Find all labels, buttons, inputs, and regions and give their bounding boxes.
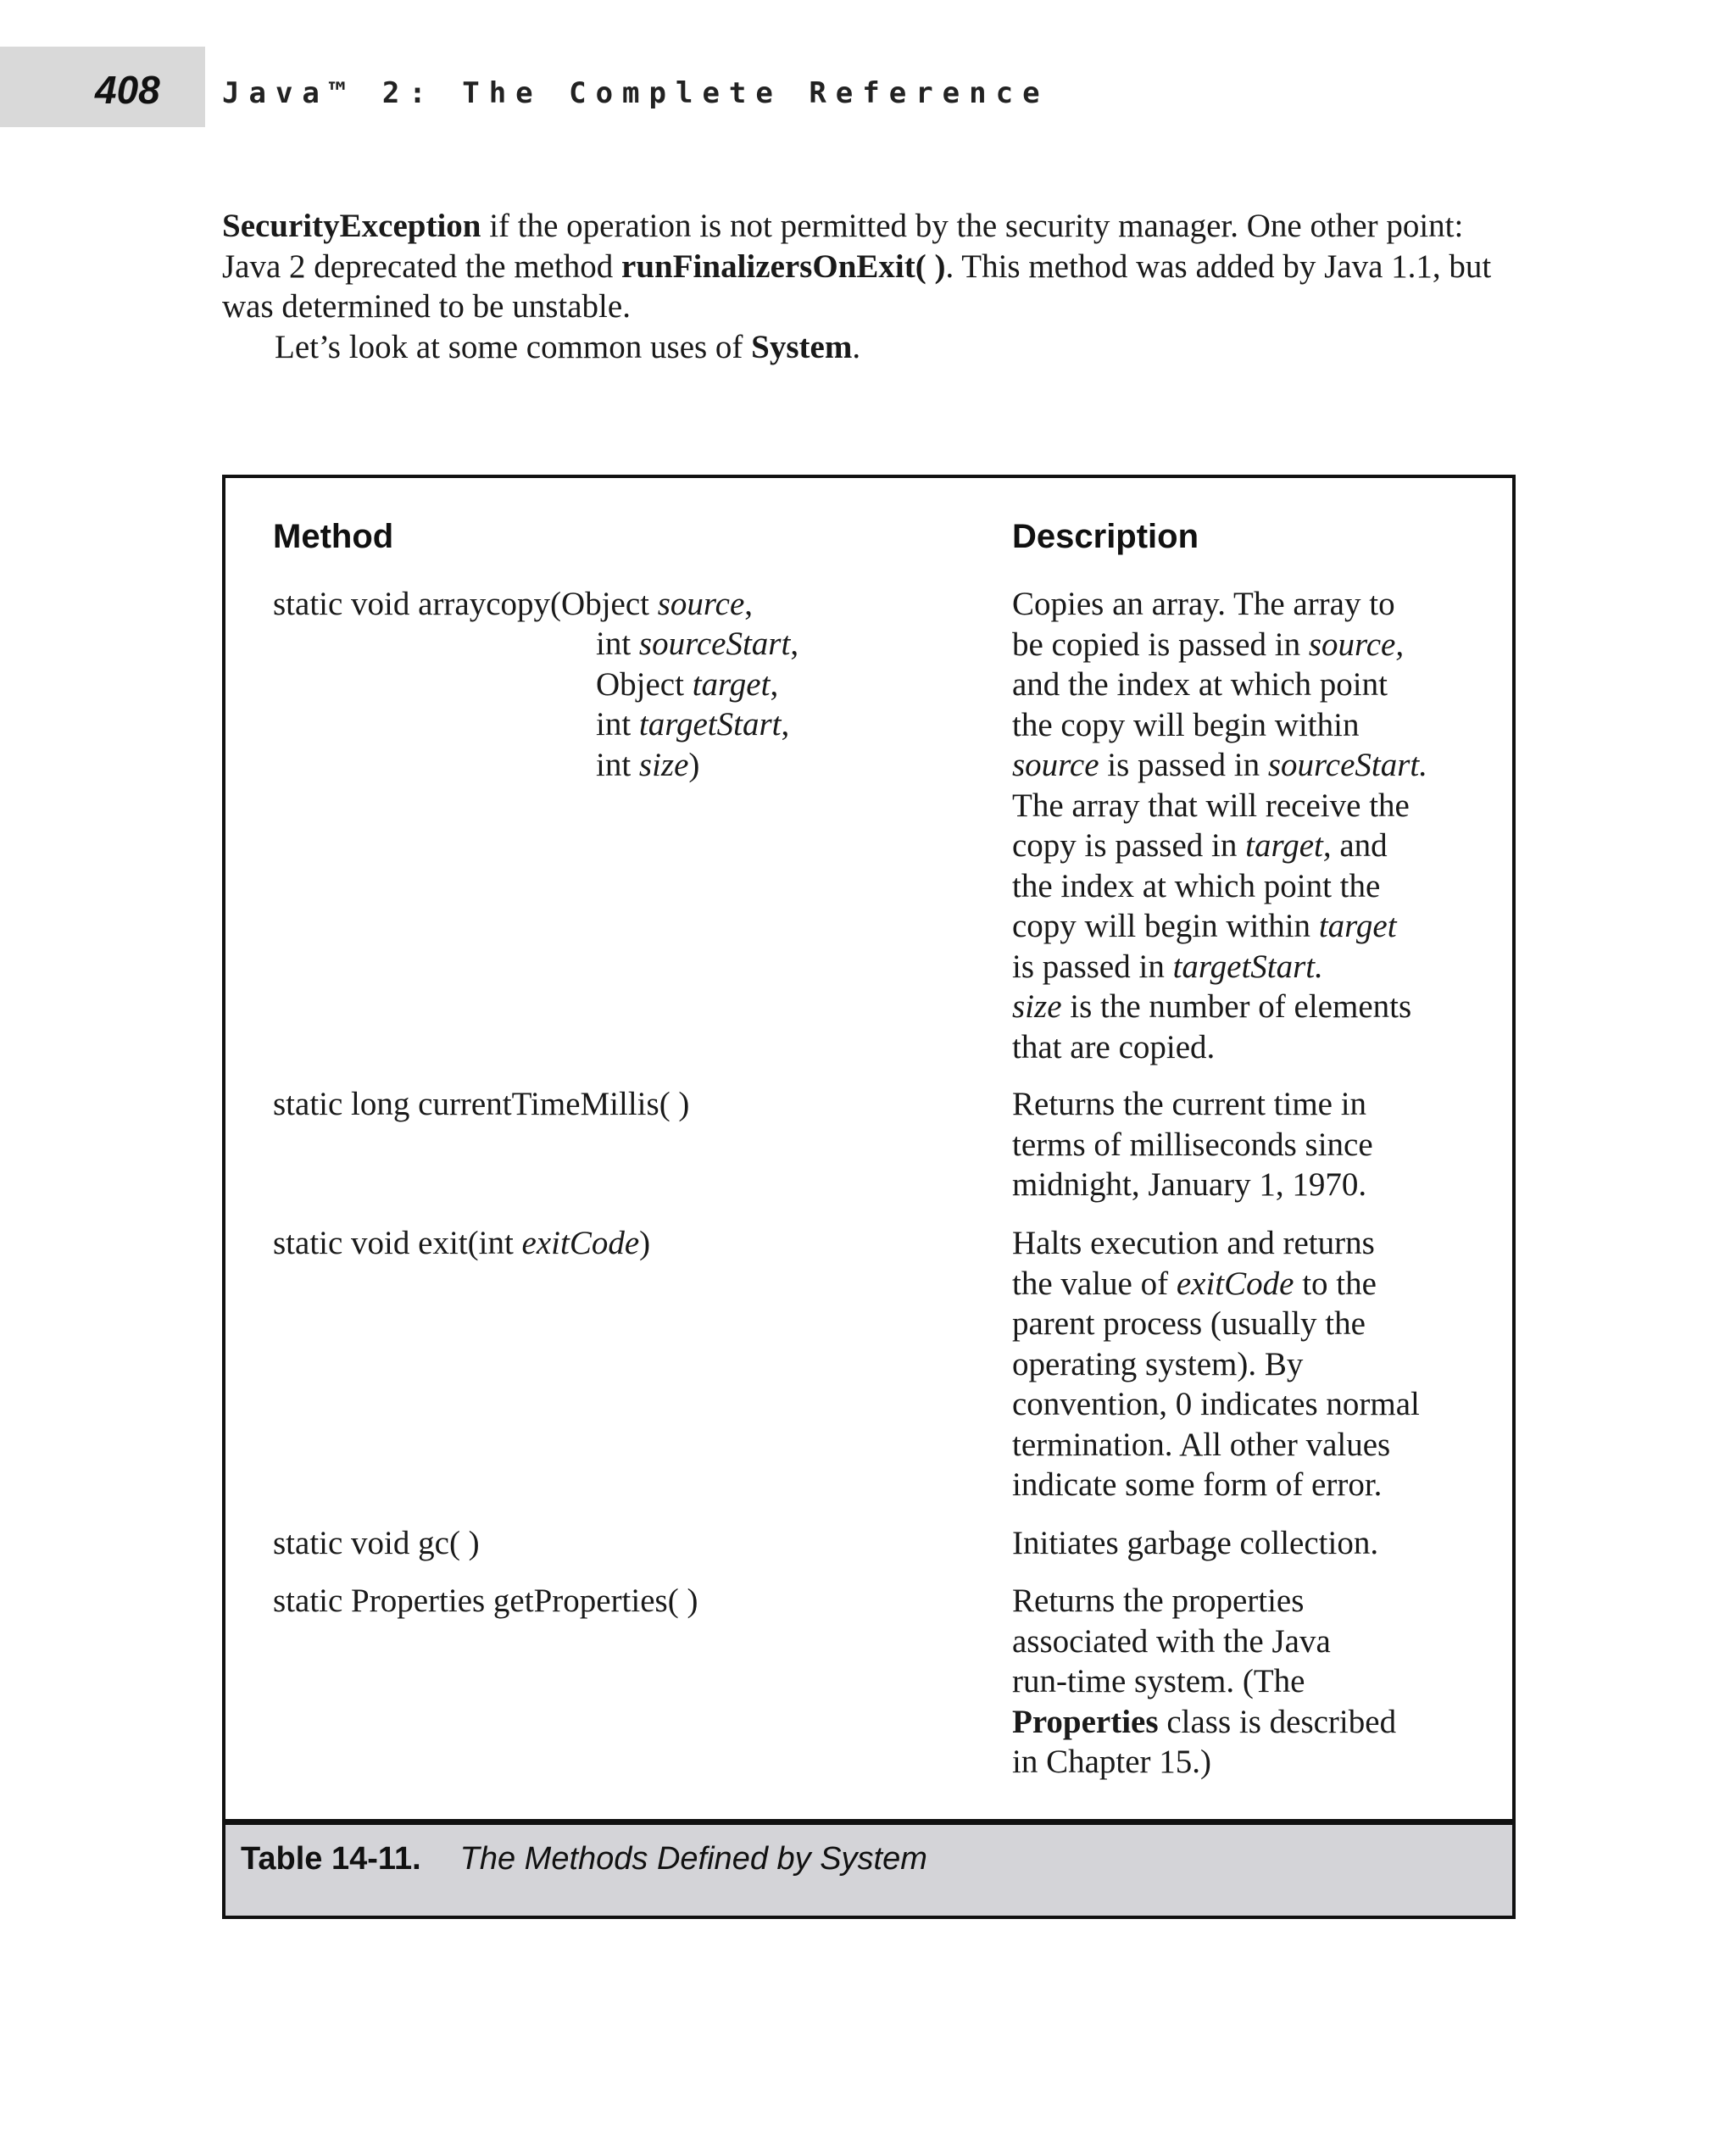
param-line bbox=[596, 624, 798, 665]
description-line: parent process (usually the bbox=[1012, 1305, 1366, 1342]
description-line bbox=[1012, 906, 1427, 947]
table-caption-title bbox=[460, 1841, 927, 1877]
description-line: Initiates garbage collection. bbox=[1012, 1525, 1379, 1561]
description-line: and the index at which point bbox=[1012, 666, 1388, 703]
description-arraycopy bbox=[1012, 584, 1427, 1067]
description-line: midnight, January 1, 1970. bbox=[1012, 1166, 1367, 1203]
description-line: operating system). By bbox=[1012, 1345, 1304, 1382]
description-line: convention, 0 indicates normal bbox=[1012, 1386, 1420, 1422]
column-header-description: Description bbox=[1012, 518, 1199, 555]
paragraph-1 bbox=[222, 206, 1527, 327]
param-name: size bbox=[1012, 988, 1062, 1025]
method-text: Object bbox=[596, 666, 693, 703]
param-name: source, bbox=[1308, 626, 1405, 663]
method-text: int bbox=[596, 747, 639, 783]
paragraph-2 bbox=[222, 327, 1527, 368]
method-gc: static void gc( ) bbox=[273, 1525, 480, 1561]
body-text bbox=[222, 206, 1527, 367]
method-get-properties: static Properties getProperties( ) bbox=[273, 1583, 698, 1619]
security-exception-term: SecurityException bbox=[222, 208, 481, 244]
method-text: , bbox=[770, 666, 779, 703]
description-line bbox=[1012, 826, 1427, 866]
param-name: target bbox=[692, 666, 771, 703]
param-line bbox=[596, 665, 778, 705]
run-finalizers-term: runFinalizersOnExit( ) bbox=[621, 248, 946, 285]
method-text: ) bbox=[688, 747, 700, 783]
description-text: class is described bbox=[1158, 1703, 1397, 1740]
description-line: the index at which point the bbox=[1012, 867, 1381, 904]
method-exit bbox=[273, 1223, 650, 1264]
param-name: sourceStart. bbox=[1267, 747, 1427, 783]
method-text: , bbox=[781, 706, 790, 743]
method-text: ) bbox=[639, 1225, 651, 1261]
description-line: Returns the current time in bbox=[1012, 1086, 1367, 1122]
description-get-properties bbox=[1012, 1581, 1396, 1783]
description-line: The array that will receive the bbox=[1012, 787, 1410, 824]
param-name: exitCode bbox=[521, 1225, 640, 1261]
description-line bbox=[1012, 625, 1427, 665]
method-current-time-millis: static long currentTimeMillis( ) bbox=[273, 1086, 690, 1122]
method-arraycopy bbox=[273, 584, 753, 625]
description-line: the copy will begin within bbox=[1012, 706, 1360, 743]
paragraph-2-text-b: . bbox=[852, 328, 861, 365]
description-line: in Chapter 15.) bbox=[1012, 1744, 1212, 1780]
paragraph-2-text-a: Let’s look at some common uses of bbox=[275, 328, 752, 365]
description-current-time-millis bbox=[1012, 1084, 1373, 1205]
param-name: exitCode bbox=[1176, 1265, 1294, 1302]
method-text: int bbox=[596, 626, 639, 662]
description-line: indicate some form of error. bbox=[1012, 1466, 1383, 1503]
description-line bbox=[1012, 745, 1427, 786]
description-text: is passed in bbox=[1012, 948, 1173, 985]
description-line: run-time system. (The bbox=[1012, 1663, 1305, 1699]
description-gc bbox=[1012, 1523, 1378, 1564]
param-line bbox=[596, 704, 789, 745]
method-text: int bbox=[596, 706, 639, 743]
description-text: is passed in bbox=[1099, 747, 1268, 783]
page-number: 408 bbox=[95, 68, 160, 112]
param-line bbox=[596, 745, 699, 786]
param-name: source bbox=[657, 586, 745, 622]
description-line bbox=[1012, 1702, 1396, 1743]
param-name: target bbox=[1318, 908, 1397, 944]
properties-term: Properties bbox=[1012, 1703, 1159, 1740]
description-text: the value of bbox=[1012, 1265, 1177, 1302]
param-name: targetStart bbox=[638, 706, 782, 743]
table-caption bbox=[241, 1838, 927, 1880]
description-line: associated with the Java bbox=[1012, 1622, 1331, 1660]
paragraph-1-text-b: . This method was added by Java 1.1, but was determined to be unstable. bbox=[222, 248, 1492, 325]
method-text: , bbox=[790, 626, 799, 662]
description-line bbox=[1012, 1264, 1420, 1304]
method-text: static void arraycopy(Object bbox=[273, 586, 658, 622]
description-line: Halts execution and returns bbox=[1012, 1225, 1375, 1261]
param-name: target, bbox=[1245, 827, 1332, 864]
description-text: copy is passed in bbox=[1012, 827, 1246, 864]
method-text: , bbox=[744, 586, 754, 622]
description-line: that are copied. bbox=[1012, 1028, 1216, 1065]
description-text: is the number of elements bbox=[1061, 988, 1412, 1025]
paragraph-1-text-a: if the operation is not permitted by the security manager. One other point: Java 2 deprecated the method bbox=[222, 208, 1464, 285]
param-name: source bbox=[1012, 747, 1099, 783]
description-exit bbox=[1012, 1223, 1420, 1505]
param-name: targetStart. bbox=[1172, 948, 1323, 985]
table-caption-title-italic: The Methods Defined by bbox=[459, 1841, 811, 1877]
table-caption-label: Table 14-11. bbox=[241, 1841, 421, 1877]
description-line: Returns the properties bbox=[1012, 1583, 1305, 1619]
column-header-method: Method bbox=[273, 518, 394, 555]
table-caption-title-plain: System bbox=[810, 1841, 927, 1877]
description-text: copy will begin within bbox=[1012, 908, 1319, 944]
description-line: Copies an array. The array to bbox=[1012, 586, 1395, 622]
description-line: terms of milliseconds since bbox=[1012, 1126, 1373, 1163]
description-text: to the bbox=[1294, 1265, 1377, 1302]
param-name: sourceStart bbox=[638, 626, 791, 662]
method-text: static void exit(int bbox=[273, 1225, 522, 1261]
description-line bbox=[1012, 987, 1427, 1027]
system-term: System bbox=[751, 328, 853, 365]
running-title: Java™ 2: The Complete Reference bbox=[222, 76, 1049, 110]
description-text: be copied is passed in bbox=[1012, 626, 1309, 663]
description-line bbox=[1012, 947, 1427, 987]
description-line: termination. All other values bbox=[1012, 1426, 1391, 1463]
description-text: and bbox=[1331, 827, 1388, 864]
param-name: size bbox=[638, 747, 689, 783]
